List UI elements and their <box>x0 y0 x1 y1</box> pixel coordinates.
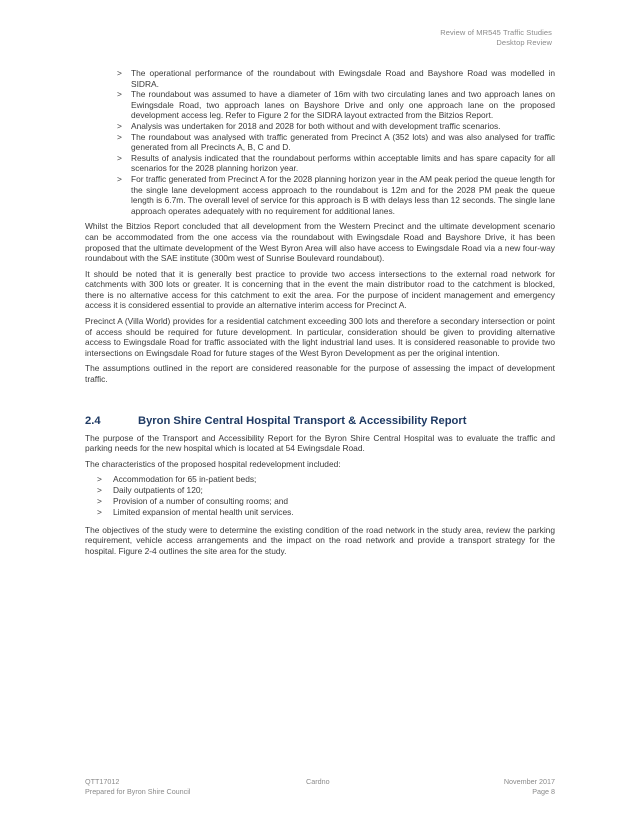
footer-prepared-for: Prepared for Byron Shire Council <box>85 786 191 796</box>
paragraph: Precinct A (Villa World) provides for a residential catchment exceeding 300 lots and therefore a secondary intersection or point of access should be required for future development. In particular, consideration should be given to providing alternative access to Ewingsdale Road for traffic associated with the light industrial land uses. It is considered reasonable to provide two intersections on Ewingsdale Road for future stages of the West Byron Development as per the original intention. <box>85 316 555 358</box>
list-item-text: The operational performance of the roundabout with Ewingsdale Road and Bayshore Road was modelled in SIDRA. <box>131 68 555 89</box>
list-item-text: For traffic generated from Precinct A for the 2028 planning horizon year in the AM peak period the queue length for the single lane development access approach to the roundabout is 12m and for the 2028 PM peak the queue length is 6.7m. The overall level of service for this approach is B with delays less than 12 seconds. The single lane approach operates adequately with no requirement for additional lanes. <box>131 173 555 216</box>
list-item-text: The roundabout was assumed to have a diameter of 16m with two circulating lanes and two approach lanes on Ewingsdale Road, two approach lanes on Bayshore Drive and only one approach lane on the proposed development access leg. Refer to Figure 2 for the SIDRA layout extracted from the Bitzios Report. <box>131 89 555 121</box>
bullet-marker: > <box>117 131 122 142</box>
bullet-marker: > <box>97 485 102 496</box>
list-item-text: The roundabout was analysed with traffic generated from Precinct A (352 lots) and was also analysed for traffic generated from all Precincts A, B, C and D. <box>131 131 555 153</box>
paragraph: It should be noted that it is generally best practice to provide two access intersections to the external road network for catchments with 300 lots or greater. It is concerning that in the event the main distributor road to the catchment is blocked, there is no alternative access for this catchment to exit the area. For the purpose of incident management and emergency access it is considered essential to provide an alternative interim access for Precinct A. <box>85 268 555 311</box>
bullet-marker: > <box>117 89 122 100</box>
footer-left <box>85 777 190 796</box>
footer-page-number: Page 8 <box>532 786 555 796</box>
list-item-text: Results of analysis indicated that the roundabout performs within acceptable limits and has spare capacity for all scenarios for the 2028 planning horizon year. <box>131 152 555 174</box>
header-title: Review of MR545 Traffic Studies <box>440 28 552 37</box>
bullet-marker: > <box>117 120 122 131</box>
list-item-text: Daily outpatients of 120; <box>113 485 203 496</box>
list-item <box>85 153 555 174</box>
list-item <box>85 507 555 518</box>
paragraph: The purpose of the Transport and Accessibility Report for the Byron Shire Central Hospital was to evaluate the traffic and parking needs for the new hospital which is located at 54 Ewingsdale Road. <box>85 432 555 454</box>
bullet-marker: > <box>97 474 102 485</box>
bullet-marker: > <box>97 496 102 506</box>
list-item-text: Provision of a number of consulting rooms; and <box>113 496 289 506</box>
page-header <box>440 28 552 48</box>
bullet-marker: > <box>117 173 122 184</box>
findings-list <box>85 68 555 216</box>
page-content <box>85 68 555 556</box>
footer-doc-id: QTT17012 <box>85 777 120 786</box>
list-item-text: Limited expansion of mental health unit services. <box>113 506 294 517</box>
section-number: 2.4 <box>85 414 101 427</box>
list-item <box>85 121 555 132</box>
characteristics-list <box>85 474 555 517</box>
list-item <box>85 485 555 496</box>
paragraph: The characteristics of the proposed hospital redevelopment included: <box>85 458 341 469</box>
list-item <box>85 68 555 89</box>
bullet-marker: > <box>117 68 122 78</box>
list-item-text: Accommodation for 65 in-patient beds; <box>113 474 257 485</box>
bullet-marker: > <box>97 506 102 517</box>
list-item <box>85 89 555 121</box>
list-item <box>85 174 555 216</box>
header-subtitle: Desktop Review <box>496 38 552 47</box>
footer-date: November 2017 <box>503 777 555 786</box>
list-item <box>85 496 555 507</box>
section-heading <box>85 415 555 427</box>
section-title: Byron Shire Central Hospital Transport & Accessibility Report <box>138 414 467 427</box>
paragraph: The objectives of the study were to determine the existing condition of the road network in the study area, review the parking requirement, vehicle access arrangements and the impact on the road network and provide a transport strategy for the hospital. Figure 2-4 outlines the site area for the study. <box>85 524 555 556</box>
list-item <box>85 474 555 485</box>
bullet-marker: > <box>117 152 122 163</box>
paragraph: Whilst the Bitzios Report concluded that all development from the Western Precinct and the ultimate development scenario can be accommodated from the one access via the roundabout with Ewingsdale Road and Bayshore Drive, it has been proposed that the ultimate development of the West Byron Area will also have access to Ewingsdale Road via a new four-way roundabout with the SAE institute (300m west of Sunrise Boulevard roundabout). <box>85 221 555 264</box>
list-item-text: Analysis was undertaken for 2018 and 2028 for both without and with development traffic scenarios. <box>131 120 501 131</box>
paragraph: The assumptions outlined in the report are considered reasonable for the purpose of assessing the impact of development traffic. <box>85 363 555 385</box>
footer-right <box>504 777 555 796</box>
list-item <box>85 132 555 153</box>
footer-company: Cardno <box>306 777 330 786</box>
